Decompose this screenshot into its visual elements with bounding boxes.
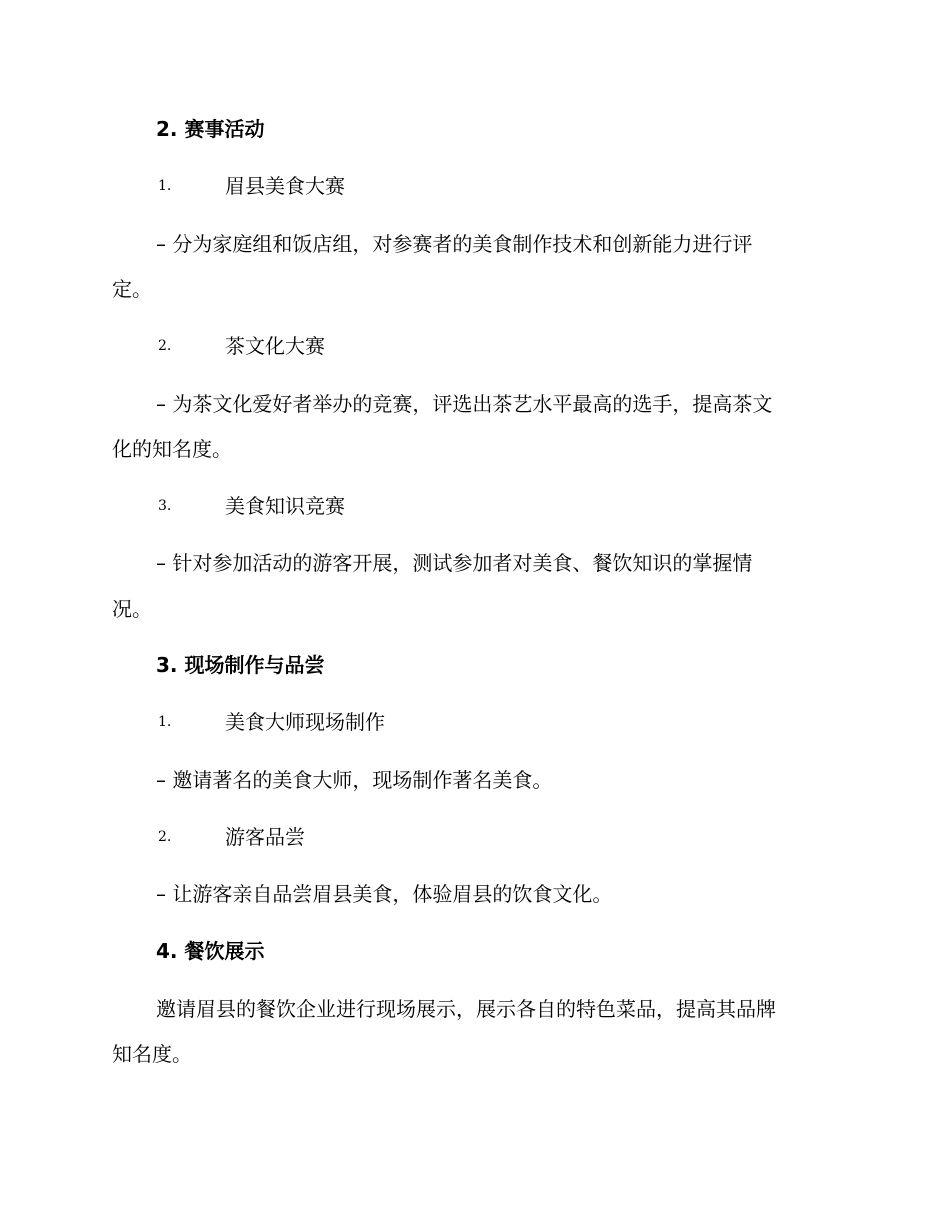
list-item-description: – 为茶文化爱好者举办的竞赛，评选出茶艺水平最高的选手，提高茶文 <box>156 392 773 416</box>
section-heading-events: 2. 赛事活动 <box>156 117 265 141</box>
section-paragraph-continued: 知名度。 <box>112 1042 192 1066</box>
section-heading-live-cooking: 3. 现场制作与品尝 <box>156 653 325 677</box>
list-item-number: 1. <box>158 178 172 194</box>
list-item-description-continued: 况。 <box>112 597 152 621</box>
list-item-description: – 分为家庭组和饭店组，对参赛者的美食制作技术和创新能力进行评 <box>156 232 753 256</box>
list-item-title: 眉县美食大赛 <box>225 174 345 198</box>
list-item-title: 游客品尝 <box>225 825 305 849</box>
list-item-number: 1. <box>158 714 172 730</box>
list-item-number: 2. <box>158 338 172 354</box>
list-item-description: – 针对参加活动的游客开展，测试参加者对美食、餐饮知识的掌握情 <box>156 551 753 575</box>
list-item-number: 2. <box>158 829 172 845</box>
list-item-description-continued: 化的知名度。 <box>112 437 232 461</box>
list-item-title: 美食知识竞赛 <box>225 494 345 518</box>
list-item-title: 美食大师现场制作 <box>225 710 385 734</box>
section-paragraph: 邀请眉县的餐饮企业进行现场展示，展示各自的特色菜品，提高其品牌 <box>156 997 776 1021</box>
section-heading-dining-showcase: 4. 餐饮展示 <box>156 939 265 963</box>
list-item-description: – 邀请著名的美食大师，现场制作著名美食。 <box>156 768 553 792</box>
list-item-description-continued: 定。 <box>112 277 152 301</box>
list-item-title: 茶文化大赛 <box>225 334 325 358</box>
list-item-number: 3. <box>158 498 172 514</box>
list-item-description: – 让游客亲自品尝眉县美食，体验眉县的饮食文化。 <box>156 882 613 906</box>
